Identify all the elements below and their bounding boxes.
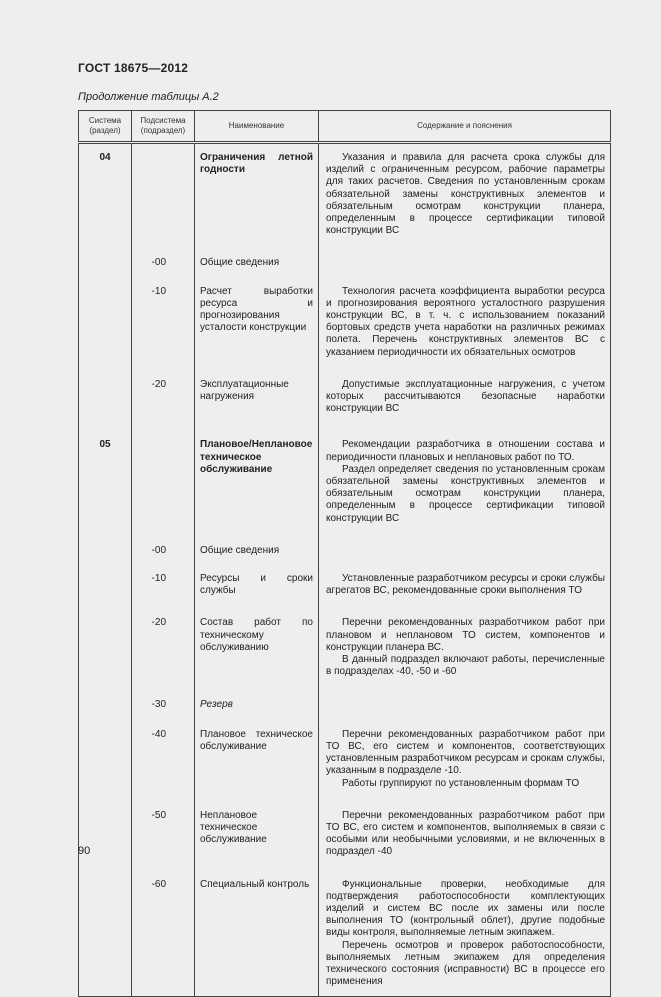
cell-subsystem: -20 bbox=[132, 373, 195, 430]
column-header-system: Система (раздел) bbox=[79, 111, 132, 143]
cell-content bbox=[319, 723, 611, 804]
cell-name: Ресурсы и сроки службы bbox=[195, 567, 319, 611]
cell-subsystem: -20 bbox=[132, 611, 195, 692]
table-row bbox=[79, 873, 611, 997]
cell-system bbox=[79, 804, 132, 873]
cell-subsystem: -40 bbox=[132, 723, 195, 804]
cell-system bbox=[79, 539, 132, 567]
spec-table bbox=[78, 110, 611, 997]
page-number: 90 bbox=[78, 845, 91, 857]
content-paragraph: Раздел определяет сведения по установленным срокам обязательной замены конструктивных элементов и обязательным осмотрам конструкции планера, определенным в процессе сертификации типовой конструкции ВС bbox=[326, 463, 605, 524]
content-paragraph: Функциональные проверки, необходимые для подтверждения работоспособности комплектующих изделий и систем ВС после их замены или после выполнения ТО (контрольный облет), другие подобные виды контроля, выполняемые летным экипажем. bbox=[326, 878, 605, 939]
cell-system bbox=[79, 567, 132, 611]
content-paragraph: Перечни рекомендованных разработчиком работ при плановом и неплановом ТО систем, компонентов и конструкции планера ВС. bbox=[326, 617, 605, 653]
cell-system bbox=[79, 693, 132, 723]
cell-name: Общие сведения bbox=[195, 539, 319, 567]
table-row bbox=[79, 429, 611, 538]
cell-system bbox=[79, 373, 132, 430]
table-row bbox=[79, 723, 611, 804]
cell-content bbox=[319, 280, 611, 373]
cell-system bbox=[79, 723, 132, 804]
cell-subsystem: -50 bbox=[132, 804, 195, 873]
cell-name: Состав работ по техническому обслуживанию bbox=[195, 611, 319, 692]
cell-subsystem: -60 bbox=[132, 873, 195, 997]
cell-content bbox=[319, 611, 611, 692]
cell-content bbox=[319, 373, 611, 430]
cell-system bbox=[79, 873, 132, 997]
content-paragraph: Перечни рекомендованных разработчиком работ при ТО ВС, его систем и компонентов, выполняемых в связи с особыми или необычными условиями, и не включенных в подраздел -40 bbox=[326, 809, 605, 858]
cell-system: 04 bbox=[79, 143, 132, 252]
cell-name: Плановое техническое обслуживание bbox=[195, 723, 319, 804]
content-paragraph: Перечень осмотров и проверок работоспособности, выполняемых летным экипажем для определения технического состояния (исправности) ВС в процессе его применения bbox=[326, 939, 605, 988]
content-paragraph: Допустимые эксплуатационные нагружения, с учетом которых рассчитываются безопасные наработки конструкции ВС bbox=[326, 378, 605, 415]
table-body bbox=[79, 143, 611, 997]
cell-system bbox=[79, 611, 132, 692]
cell-content bbox=[319, 693, 611, 723]
cell-name: Специальный контроль bbox=[195, 873, 319, 997]
table-row bbox=[79, 143, 611, 252]
column-header-content: Содержание и пояснения bbox=[319, 111, 611, 143]
cell-content bbox=[319, 873, 611, 997]
cell-content bbox=[319, 567, 611, 611]
table-row bbox=[79, 280, 611, 373]
cell-name: Резерв bbox=[195, 693, 319, 723]
cell-content bbox=[319, 804, 611, 873]
content-paragraph: В данный подраздел включают работы, перечисленные в подразделах -40, -50 и -60 bbox=[326, 654, 605, 678]
cell-system bbox=[79, 280, 132, 373]
content-paragraph: Рекомендации разработчика в отношении состава и периодичности плановых и неплановых работ по ТО. bbox=[326, 439, 605, 463]
cell-name: Общие сведения bbox=[195, 251, 319, 279]
content-paragraph: Перечни рекомендованных разработчиком работ при ТО ВС, его систем и компонентов, соответствующих установленным разработчиком ресурсам и срокам службы, указанным в подразделе -10. bbox=[326, 728, 605, 777]
cell-system: 05 bbox=[79, 429, 132, 538]
cell-content bbox=[319, 251, 611, 279]
table-row bbox=[79, 251, 611, 279]
cell-subsystem: -00 bbox=[132, 539, 195, 567]
table-row bbox=[79, 804, 611, 873]
cell-system bbox=[79, 251, 132, 279]
cell-subsystem bbox=[132, 429, 195, 538]
cell-name: Расчет выработки ресурса и прогнозирования усталости конструкции bbox=[195, 280, 319, 373]
column-header-name: Наименование bbox=[195, 111, 319, 143]
table-caption: Продолжение таблицы А.2 bbox=[78, 91, 219, 103]
document-title: ГОСТ 18675—2012 bbox=[78, 61, 189, 75]
table-row bbox=[79, 611, 611, 692]
cell-content bbox=[319, 143, 611, 252]
column-header-subsystem: Подсистема (подраздел) bbox=[132, 111, 195, 143]
cell-name: Ограничения летной годности bbox=[195, 143, 319, 252]
table-row bbox=[79, 539, 611, 567]
cell-subsystem bbox=[132, 143, 195, 252]
cell-name: Эксплуатационные нагружения bbox=[195, 373, 319, 430]
table-row bbox=[79, 693, 611, 723]
table-row bbox=[79, 373, 611, 430]
table-row bbox=[79, 567, 611, 611]
content-paragraph: Технология расчета коэффициента выработки ресурса и прогнозирования вероятного усталостного разрушения конструкции ВС, в т. ч. с использованием показаний бортовых средств учета наработки на различных режимах полета. Перечень конструктивных элементов ВС с указанием периодичности их обязательных осмотров bbox=[326, 285, 605, 358]
cell-subsystem: -10 bbox=[132, 280, 195, 373]
cell-content bbox=[319, 429, 611, 538]
content-paragraph: Работы группируют по установленным формам ТО bbox=[342, 777, 580, 789]
content-paragraph: Указания и правила для расчета срока службы для изделий с ограниченным ресурсом, рабочие параметры для таких расчетов. Сведения по установленным срокам обязательной замены конструктивных элементов и обязательным осмотрам конструкции планера, определенным в процессе сертификации типовой конструкции ВС bbox=[326, 152, 605, 237]
cell-subsystem: -30 bbox=[132, 693, 195, 723]
cell-name: Плановое/Неплановое техническое обслуживание bbox=[195, 429, 319, 538]
cell-subsystem: -10 bbox=[132, 567, 195, 611]
cell-content bbox=[319, 539, 611, 567]
content-paragraph: Установленные разработчиком ресурсы и сроки службы агрегатов ВС, рекомендованные сроки выполнения ТО bbox=[326, 573, 605, 597]
cell-name: Неплановое техническое обслуживание bbox=[195, 804, 319, 873]
cell-subsystem: -00 bbox=[132, 251, 195, 279]
table-header-row bbox=[79, 111, 611, 143]
